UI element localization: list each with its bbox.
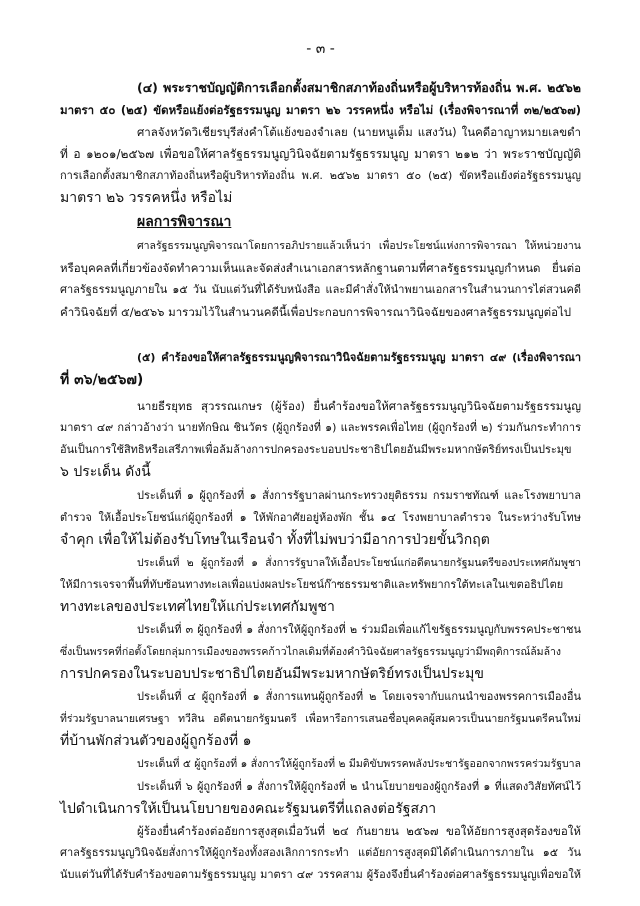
item-4-result-line: ศาลรัฐธรรมนูญพิจารณาโดยการอภิปรายแล้วเห็นว่า เพื่อประโยชน์แห่งการพิจารณา ให้หน่วยงาน (137, 240, 581, 252)
issue-line: ทางทะเลของประเทศไทยให้แก่ประเทศกัมพูชา (60, 599, 335, 615)
item-4-result (60, 235, 581, 323)
closing-line: ผู้ร้องยื่นคำร้องต่ออัยการสูงสุดเมื่อวันที่ ๒๔ กันยายน ๒๕๖๗ ขอให้อัยการสูงสุดร้องขอให้ (137, 824, 581, 838)
result-title-text: ผลการพิจารณา (137, 214, 232, 230)
item-5-heading-line: (๕) คำร้องขอให้ศาลรัฐธรรมนูญพิจารณาวินิจฉัยตามรัฐธรรมนูญ มาตรา ๔๙ (เรื่องพิจารณา (137, 351, 581, 364)
issue-line: การปกครองในระบอบประชาธิปไตยอันมีพระมหากษัตริย์ทรงเป็นประมุข (60, 666, 484, 682)
issue-5 (60, 753, 581, 775)
result-title (60, 211, 581, 233)
item-4-facts-line: ศาลจังหวัดวิเชียรบุรีส่งคำโต้แย้งของจำเลย (นายหนูเด็ม แสงวัน) ในคดีอาญาหมายเลขดำ (137, 125, 581, 139)
issue-line: ที่บ้านพักส่วนตัวของผู้ถูกร้องที่ ๑ (60, 733, 252, 749)
closing-line: ศาลรัฐธรรมนูญวินิจฉัยสั่งการให้ผู้ถูกร้องทั้งสองเลิกการกระทำ แต่อัยการสูงสุดมิได้ดำเนินการภายใน ๑๕ วัน (60, 846, 581, 859)
item-4-facts-line: การเลือกตั้งสมาชิกสภาท้องถิ่นหรือผู้บริหารท้องถิ่น พ.ศ. ๒๕๖๒ มาตรา ๕๐ (๒๕) ขัดหรือแย้งต่อรัฐธรรมนูญ (60, 169, 581, 182)
item-5-intro-line: นายธีรยุทธ สุวรรณเกษร (ผู้ร้อง) ยื่นคำร้องขอให้ศาลรัฐธรรมนูญวินิจฉัยตามรัฐธรรมนูญ (137, 399, 581, 413)
item-5-closing (60, 820, 581, 886)
issue-3 (60, 619, 581, 685)
item-5-heading-line: ที่ ๓๖/๒๕๖๗) (60, 372, 144, 388)
issue-line: ประเด็นที่ ๒ ผู้ถูกร้องที่ ๑ สั่งการรัฐบาลให้เอื้อประโยชน์แก่อดีตนายกรัฐมนตรีของประเทศกัมพูชา (137, 557, 581, 569)
document-page (60, 0, 581, 886)
issue-line: ซึ่งเป็นพรรคที่ก่อตั้งโดยกลุ่มการเมืองของพรรคก้าวไกลเดิมที่ต้องคำวินิจฉัยศาลรัฐธรรมนูญว่ามีพฤติการณ์ล้มล้าง (60, 646, 562, 658)
item-4-result-line: คำวินิจฉัยที่ ๕/๒๕๖๖ มารวมไว้ในสำนวนคดีนี้เพื่อประกอบการพิจารณาวินิจฉัยของศาลรัฐธรรมนูญต่อไป (60, 305, 572, 319)
item-4-heading-line: มาตรา ๕๐ (๒๕) ขัดหรือแย้งต่อรัฐธรรมนูญ มาตรา ๒๖ วรรคหนึ่ง หรือไม่ (เรื่องพิจารณาที่ ๓๒/๒๕๖๗) (60, 103, 581, 117)
item-5-intro-line: ๖ ประเด็น ดังนี้ (60, 464, 151, 480)
issue-line: ประเด็นที่ ๖ ผู้ถูกร้องที่ ๑ สั่งการให้ผู้ถูกร้องที่ ๒ นำนโยบายของผู้ถูกร้องที่ ๑ ที่แสดงวิสัยทัศน์ไว้ (137, 780, 581, 793)
item-4-result-line: หรือบุคคลที่เกี่ยวข้องจัดทำความเห็นและจัดส่งสำเนาเอกสารหลักฐานตามที่ศาลรัฐธรรมนูญกำหนด ยื่นต่อ (60, 261, 581, 275)
issue-line: ประเด็นที่ ๓ ผู้ถูกร้องที่ ๑ สั่งการให้ผู้ถูกร้องที่ ๒ ร่วมมือเพื่อแก้ไขรัฐธรรมนูญกับพรรคประชาชน (137, 623, 581, 636)
issue-line: ประเด็นที่ ๔ ผู้ถูกร้องที่ ๑ สั่งการแทนผู้ถูกร้องที่ ๒ โดยเจรจากับแกนนำของพรรคการเมืองอื่น (137, 690, 581, 703)
item-4-heading-line: (๔) พระราชบัญญัติการเลือกตั้งสมาชิกสภาท้องถิ่นหรือผู้บริหารท้องถิ่น พ.ศ. ๒๕๖๒ (137, 80, 581, 95)
issue-line: ไปดำเนินการให้เป็นนโยบายของคณะรัฐมนตรีที่แถลงต่อรัฐสภา (60, 801, 437, 817)
issue-line: ให้มีการเจรจาพื้นที่ทับซ้อนทางทะเลเพื่อแบ่งผลประโยชน์ก๊าซธรรมชาติและทรัพยากรใต้ทะเลในเขตอธิปไตย (60, 578, 564, 591)
issue-line: จำคุก เพื่อให้ไม่ต้องรับโทษในเรือนจำ ทั้งที่ไม่พบว่ามีอาการป่วยขั้นวิกฤต (60, 532, 490, 548)
issue-1 (60, 485, 581, 551)
item-5-intro-line: มาตรา ๔๙ กล่าวอ้างว่า นายทักษิณ ชินวัตร (ผู้ถูกร้องที่ ๑) และพรรคเพื่อไทย (ผู้ถูกร้องที่ ๒) ร่วมกันกระทำการ (60, 421, 581, 434)
item-4-facts-line: ที่ อ ๑๒๐๑/๒๕๖๗ เพื่อขอให้ศาลรัฐธรรมนูญวินิจฉัยตามรัฐธรรมนูญ มาตรา ๒๑๒ ว่า พระราชบัญญัติ (60, 147, 581, 161)
item-4-facts-line: มาตรา ๒๖ วรรคหนึ่ง หรือไม่ (60, 190, 233, 206)
issue-line: ประเด็นที่ ๑ ผู้ถูกร้องที่ ๑ สั่งการรัฐบาลผ่านกระทรวงยุติธรรม กรมราชทัณฑ์ และโรงพยาบาล (137, 489, 581, 502)
item-5-intro (60, 395, 581, 483)
closing-line: นับแต่วันที่ได้รับคำร้องขอตามรัฐธรรมนูญ มาตรา ๔๙ วรรคสาม ผู้ร้องจึงยื่นคำร้องต่อศาลรัฐธรรมนูญเพื่อขอให้ (60, 868, 581, 881)
item-5-section (60, 347, 581, 886)
item-5-intro-line: อันเป็นการใช้สิทธิหรือเสรีภาพเพื่อล้มล้างการปกครองระบอบประชาธิปไตยอันมีพระมหากษัตริย์ทรงเป็นประมุข (60, 443, 572, 456)
issue-4 (60, 686, 581, 752)
item-4-result-line: ศาลรัฐธรรมนูญภายใน ๑๕ วัน นับแต่วันที่ได้รับหนังสือ และมีคำสั่งให้นำพยานเอกสารในสำนวนการไต่สวนคดี (60, 283, 581, 296)
page-number: - ๓ - (306, 41, 335, 57)
issue-line: ที่ร่วมรัฐบาลนายเศรษฐา ทวีสิน อดีตนายกรัฐมนตรี เพื่อหารือการเสนอชื่อบุคคลผู้สมควรเป็นนายกรัฐมนตรีคนใหม่ (60, 713, 581, 725)
issue-line: ตำรวจ ให้เอื้อประโยชน์แก่ผู้ถูกร้องที่ ๑ ให้พักอาศัยอยู่ห้องพัก ชั้น ๑๔ โรงพยาบาลตำรวจ ในระหว่างรับโทษ (60, 511, 581, 524)
issue-6 (60, 776, 581, 820)
item-4-section (60, 77, 581, 323)
issue-line: ประเด็นที่ ๕ ผู้ถูกร้องที่ ๑ สั่งการให้ผู้ถูกร้องที่ ๒ มีมติขับพรรคพลังประชารัฐออกจากพรรคร่วมรัฐบาล (137, 758, 581, 770)
issue-2 (60, 552, 581, 618)
